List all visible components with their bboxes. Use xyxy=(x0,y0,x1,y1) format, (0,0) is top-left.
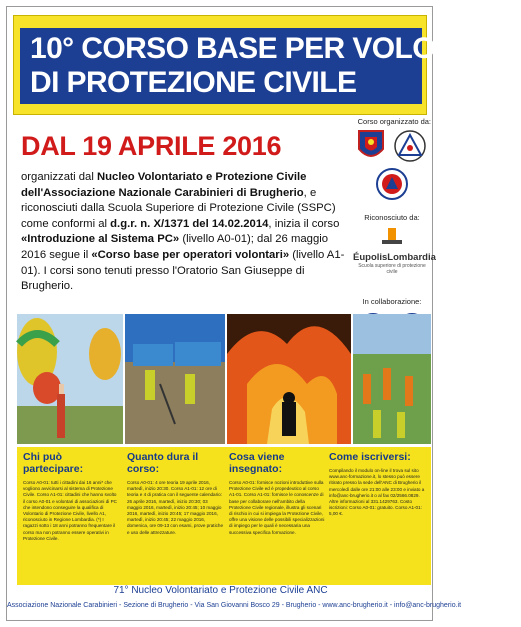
photo-fire-image xyxy=(227,314,351,444)
photo-balloons xyxy=(17,314,123,444)
photo-balloons-image xyxy=(17,314,123,444)
collab-label: In collaborazione: xyxy=(362,297,422,306)
start-date: DAL 19 APRILE 2016 xyxy=(21,131,282,161)
column-title: Cosa viene insegnato: xyxy=(229,451,285,475)
eupolis-logo-icon xyxy=(382,228,402,250)
photo-field-training xyxy=(125,314,225,444)
pc-volunteers-logo-icon xyxy=(393,129,427,163)
column-duration xyxy=(127,451,223,536)
column-text: Corso A0-01: fornisce nozioni introduttive sulla Protezione Civile ed è propedeutico al corso A1-01. Corso A1-01: fornisce le conoscenze di base per collaborare nell'ambito della Protezione Civile regionale, illustra gli scenari di rischio in cui si impiega la Protezione Civile, offre una visione delle possibili specializzazioni di impiego per le quali è necessaria una successiva specifica formazione. xyxy=(229,480,325,535)
column-content xyxy=(229,451,325,536)
column-title: Come iscriversi: xyxy=(329,451,411,463)
anc-unit-logo-icon xyxy=(375,167,409,201)
photo-fire xyxy=(227,314,351,444)
course-a1-name: «Corso base per operatori volontari» xyxy=(91,248,290,261)
photo-volunteers-image xyxy=(353,314,431,444)
intro-text xyxy=(21,170,351,295)
sidebar xyxy=(353,115,436,345)
anc-unit-logo xyxy=(375,167,409,203)
column-title: Chi può partecipare: xyxy=(23,451,84,475)
course-a0-name: «Introduzione al Sistema PC» xyxy=(21,233,180,246)
recognized-label: Riconosciuto da: xyxy=(364,213,420,222)
header-band xyxy=(20,28,521,104)
intro-part: organizzati dal xyxy=(21,171,97,183)
eupolis-sub: Scuola superiore di protezione civile xyxy=(358,263,426,275)
organizer-logos xyxy=(353,129,431,163)
footer-contacts: Associazione Nazionale Carabinieri - Sezione di Brugherio - Via San Giovanni Bosco 29 - Brugherio - www.anc-brugherio.it - info@anc-brugherio.it xyxy=(7,602,462,609)
eupolis-name: ÉupolisLombardia xyxy=(353,252,436,263)
intro-part: , e riconosciuti dalla Scuola Superiore di Protezione Civile (SSPC) come conformi al xyxy=(21,186,336,230)
column-text: Corso A0-01: 4 ore teoria 19 aprile 2016, martedì, inizio 20:30. Corso A1-01: 12 ore di teoria e 4 di pratica con il seguente calendario: 26 aprile 2016, martedì, inizio 20:30; 03 maggio 2016, martedì, inizio 20:45; 10 maggio 2016, martedì, inizio 20:45; 17 maggio 2016, martedì, inizio 20:45; 22 maggio 2016, domenica, ore 09-13 con esami, prove pratiche e uso delle attrezzature. xyxy=(127,480,224,535)
info-section xyxy=(17,447,431,585)
intro-part: (livello A1-01). I corsi sono tenuti presso l'Oratorio San Giuseppe di Brugherio. xyxy=(21,248,345,293)
organized-label: Corso organizzato da: xyxy=(357,117,431,126)
eupolis-logo xyxy=(353,228,436,275)
photo-field-image xyxy=(125,314,225,444)
column-text: Compilando il modulo on-line il trova sul sito www.anc-formazione.it, lo stesso può essere ritirato presso la sede dell'ANC di Brugherio il mercoledì dalle ore 21:00 alle 23:00 e inviato a info@anc-brugherio.it o al fax 02/2566.0829. Altre informazioni al 331.1429763. Costo iscrizioni: Corso A0-01: gratuito. Corso A1-01: 5,00 €. xyxy=(329,468,425,517)
column-title: Quanto dura il corso: xyxy=(127,451,199,475)
intro-part: (livello A0-01); dal 26 maggio 2016 segue il xyxy=(21,233,329,261)
poster xyxy=(6,6,521,621)
title-line-1: 10° CORSO BASE PER VOLONTARI xyxy=(30,32,521,65)
column-text: Corso A0-01: tutti i cittadini dai 16 anni* che vogliono avvicinarsi al sistema di Protezione Civile. Corso A1-01: cittadini che hanno svolto il corso A0-01 e volontari di associazioni di PC che intendono conseguire la qualifica di Volontario di Protezione Civile, livello A1, riconosciuto in Regione Lombardia. (*) I ragazzi sotto i 18 anni potranno frequentare il corso ma non potranno essere operativi in Protezione Civile. xyxy=(23,480,117,541)
organizer-name: Nucleo Volontariato e Protezione Civile dell'Associazione Nazionale Carabinieri di Brugherio xyxy=(21,171,307,199)
column-who xyxy=(23,451,119,542)
footer-title: 71° Nucleo Volontariato e Protezione Civile ANC xyxy=(113,585,328,596)
decree-ref: d.g.r. n. X/1371 del 14.02.2014 xyxy=(110,217,269,230)
anc-logo-icon xyxy=(357,129,385,163)
header xyxy=(13,15,521,115)
column-signup xyxy=(329,451,425,518)
photo-strip xyxy=(17,314,431,444)
photo-volunteers xyxy=(353,314,431,444)
title-line-2: DI PROTEZIONE CIVILE xyxy=(30,66,357,99)
intro-part: , inizia il corso xyxy=(268,217,340,230)
